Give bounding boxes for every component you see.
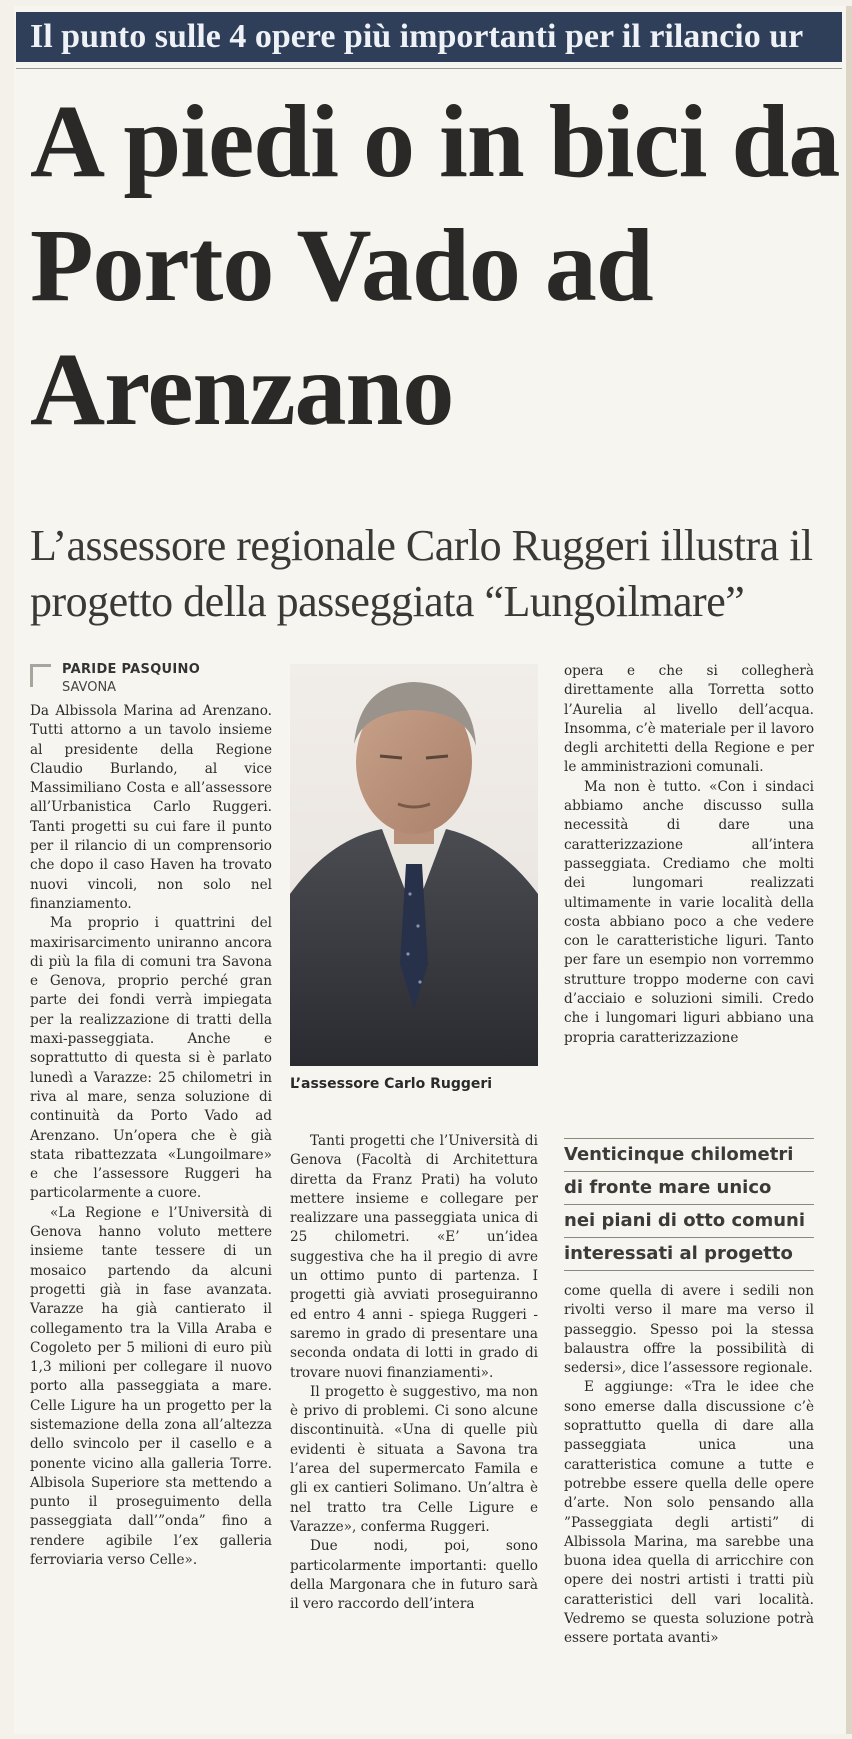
portrait-photo [290,664,538,1066]
kicker-banner: Il punto sulle 4 opere più importanti per il rilancio ur [16,12,842,62]
portrait-illustration [290,664,538,1066]
article-column-2 [290,1132,538,1614]
pull-quote [564,1138,814,1271]
paragraph: Due nodi, poi, sono particolarmente importanti: quello della Margonara che in futuro sarà il vero raccordo dell’intera [290,1538,538,1613]
byline-place: SAVONA [62,680,117,695]
headline: A piedi o in bici da Porto Vado ad Arenzano [30,84,840,447]
article-column-3-top [564,662,814,1048]
pull-quote-line: interessati al progetto [564,1237,814,1271]
article-column-3-bottom [564,1282,814,1649]
pull-quote-line: di fronte mare unico [564,1171,814,1204]
rule [16,68,842,69]
byline-author: PARIDE PASQUINO [62,662,201,677]
pull-quote-line: Venticinque chilometri [564,1138,814,1171]
byline-mark [30,664,51,687]
page-edge [846,6,852,1734]
paragraph: opera e che si collegherà direttamente alla Torretta sotto l’Aurelia al livello dell’acqua. Insomma, c’è materiale per il lavoro degli architetti della Regione e per le amministrazioni comunali. [564,663,814,776]
paragraph: Tanti progetti che l’Università di Genova (Facoltà di Architettura diretta da Franz Prati) ha voluto mettere insieme e collegare per realizzare una passeggiata unica di 25 chilometri. «E’ un’idea suggestiva che ha il pregio di avre un ottimo punto di partenza. I progetti già avviati proseguiranno ed entro 4 anni - spiega Ruggeri - saremo in grado di presentare una seconda ondata di lotti in grado di trovare nuovi finanziamenti». [290,1133,538,1381]
paragraph: Ma non è tutto. «Con i sindaci abbiamo anche discusso sulla necessità di dare una caratterizzazione all’intera passeggiata. Crediamo che molti dei lungomari realizzati ultimamente in varie località della costa abbiano poco a che vedere con le caratteristiche liguri. Tanto per fare un esempio non vorremmo strutture troppo moderne con cavi d’acciaio e soluzioni simili. Credo che i lungomari liguri abbiano una propria caratterizzazione [564,778,814,1046]
article-column-1 [30,702,272,1570]
photo-caption: L’assessore Carlo Ruggeri [290,1076,493,1092]
subheadline: L’assessore regionale Carlo Ruggeri illustra il progetto della passeggiata “Lungoilmare” [30,521,813,626]
paragraph: Da Albissola Marina ad Arenzano. Tutti attorno a un tavolo insieme al presidente della Regione Claudio Burlando, al vice Massimiliano Costa e all’assessore all’Urbanistica Carlo Ruggeri. Tanti progetti su cui fare il punto per il rilancio di un comprensorio che dopo il caso Haven ha trovato nuovi vincoli, non solo nel finanziamento. [30,703,272,912]
paragraph: Il progetto è suggestivo, ma non è privo di problemi. Ci sono alcune discontinuità. «Una di quelle più evidenti è situata a Savona tra l’area del supermercato Famila e gli ex cantieri Solimano. Un’altra è nel tratto tra Celle Ligure e Varazze», conferma Ruggeri. [290,1383,538,1535]
paragraph: Ma proprio i quattrini del maxirisarcimento uniranno ancora di più la fila di comuni tra Savona e Genova, proprio perché gran parte dei fondi verrà impiegata per la realizzazione di tratti della maxi-passeggiata. Anche e soprattutto di questa si è parlato lunedì a Varazze: 25 chilometri in riva al mare, senza soluzione di continuità da Porto Vado ad Arenzano. Un’opera che è già stata ribattezzata «Lungoilmare» e che l’assessore Ruggeri ha particolarmente a cuore. [30,915,272,1202]
pull-quote-line: nei piani di otto comuni [564,1204,814,1237]
paragraph: come quella di avere i sedili non rivolti verso il mare ma verso il passeggio. Spesso poi la stessa balaustra offre la possibilità di sedersi», dice l’assessore regionale. [564,1283,814,1377]
paragraph: E aggiunge: «Tra le idee che sono emerse dalla discussione c’è soprattutto quella di dare alla passeggiata unica una caratteristica comune a tutte e potrebbe essere quella delle opere d’arte. Non solo pensando alla ”Passeggiata degli artisti” di Albissola Marina, ma sarebbe una buona idea quella di arricchire con opere dei nostri artisti i tratti più caratteristici dell vari località. Vedremo se questa soluzione potrà essere portata avanti» [564,1379,814,1647]
paragraph: «La Regione e l’Università di Genova hanno voluto mettere insieme tante tessere di un mosaico partendo da alcuni progetti già in fase avanzata. Varazze ha già cantierato il collegamento tra la Villa Araba e Cogoleto per 5 milioni di euro più 1,3 milioni per collegare il nuovo porto alla passeggiata a mare. Celle Ligure ha un progetto per la sistemazione della zona all’altezza dello svincolo per il casello e a ponente vicino alla galleria Torre. Albisola Superiore sta mettendo a punto il proseguimento della passeggiata dall’”onda” fino a rendere agibile l’ex galleria ferroviaria verso Celle». [30,1204,272,1569]
